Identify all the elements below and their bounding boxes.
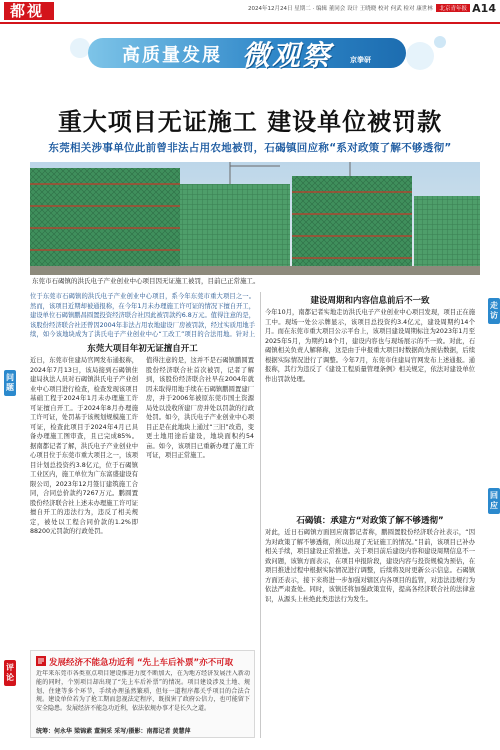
article-column-4: 对此，近日石碣镇方面回应南都记者称，鹏圆置股份经济联合社表示，“因为对政策了解不够透彻，所以出现了无证施工的情况。”目前，该项目已补办相关手续，项目建设正常推进。关于项目前后建设内容和建设周期信息不一致问题，该镇方面表示，在项目申报阶段，建设内容与投资规模为预估，在项目推进过程中根据实际情况进行调整，后续将及时更新公示信息。石碣镇方面还表示，接下来将进一步加强对辖区内各项目的监管，对违法违规行为依法严肃查处。同时，该镇还将加强政策宣传，提高各经济联合社的法律意识，从源头上杜绝此类违法行为发生。 xyxy=(265,529,475,603)
header-rule xyxy=(0,22,500,24)
reporter-credits: 统筹：何永华 梁锦素 董润采 采写/摄影：南都记者 黄慧萍 xyxy=(36,728,191,735)
side-tab-response xyxy=(488,488,500,514)
section-heading-1: 东莞大项目年初无证擅自开工 xyxy=(87,344,198,354)
banner-right-text: 微观察 xyxy=(242,39,333,72)
comment-flag-icon xyxy=(35,655,47,667)
column-divider xyxy=(260,292,261,738)
commentary-title: 发展经济不能急功近利 “先上车后补票”亦不可取 xyxy=(49,658,234,668)
page-number: A14 xyxy=(472,2,496,15)
side-tab-response-label: 回应 xyxy=(490,491,498,510)
side-tab-comment xyxy=(4,660,16,686)
commentary-box xyxy=(30,650,255,738)
edition-info-text: 2024年12月24日 星期二 · 编辑 董同会 设计 王晓晓 校对 何武 检对 康世林 xyxy=(248,6,433,12)
edition-info xyxy=(248,4,470,12)
lead-paragraph: 位于东莞市石碣镇的洪氏电子产业创业中心项目，系今年东莞市重大项目之一。然而，该项目近期却被通报称，在今年1月未办理施工许可证的情况下擅自开工，建设单位石碣镇鹏昌圆置投资经济联合社因此被罚款约6.8万元。值得注意的是，该股份经济联合社还曾因2004年非法占用农地建设厂房被罚款，经过实质用地手续，如今该地块成为了洪氏电子产业创业中心“工改工”项目的合法用地。针对上 xyxy=(30,293,255,338)
section-tag: 都视 xyxy=(4,2,54,20)
article-column-1: 近日，东莞市住建局官网发布通报称，2024年7月13日，该局接到石碣镇住建局执法人员对石碣镇洪氏电子产业创业中心项目进行检查，检查发现该项目基础工程于2024年1月未办理施工许可证擅自开工。于2024年8月办理施工许可证，处罚基于该规划规模施工许可证，检查此项目于2024年4月已具备办理施工图审查，且已完成85%。据南都记者了解，洪氏电子产业创业中心项目位于东莞市重大项目之一，该项目计划总投资约3.8亿元，位于石碣镇工业区内，施工单位为广东富盛建设有限公司，2023年12月签订建筑施工合同，合同总价款约7267万元。鹏圆置股份经济联合社上述未办理施工许可证擅自开工的违法行为，违反了相关规定，被处以工程合同价款的1.2%即88200元罚款的行政处罚。 xyxy=(30,357,138,535)
side-tab-visit-label: 走访 xyxy=(490,301,498,320)
construction-photo xyxy=(30,162,480,276)
section-heading-2: 建设周期和内容信息前后不一致 xyxy=(310,296,430,306)
subheadline: 东莞相关涉事单位此前曾非法占用农地被罚，石碣镇回应称“系对政策了解不够透彻” xyxy=(48,142,452,154)
headline: 重大项目无证施工 建设单位被罚款 xyxy=(57,108,443,136)
construction-site-image xyxy=(30,162,480,276)
article-column-3: 今年10月，南都记者实地走访洪氏电子产业创业中心项目发现，项目正在施工中。现场一处公示牌显示，该项目总投资约3.4亿元，建设周期约14个月。而在东莞市重大项目公示平台上，该项目建设周期标注为2023年1月至2025年5月，为期约18个月，建设内容也与现场展示的不一致。对此，石碣镇相关负责人解释称，这是由于申报重大项目时数据尚为预估数据，后续根据实际情况进行了调整。今年7月，东莞市住建局官网发布上述通报。通报称，其行为违反了《建设工程质量管理条例》相关规定，依法对建设单位作出罚款处理。 xyxy=(265,309,475,383)
banner-sub-text: 京拳研 xyxy=(350,56,371,64)
photo-caption: 东莞市石碣镇的洪氏电子产业创业中心项目因无证施工被罚，目前已正常施工。 xyxy=(30,275,480,287)
side-tab-problem-label: 问题 xyxy=(6,373,14,392)
page-header xyxy=(0,0,500,22)
banner-left-text: 高质量发展 xyxy=(122,45,222,66)
newspaper-badge: 北京青年报 xyxy=(436,4,470,12)
side-tab-visit xyxy=(488,298,500,324)
section-heading-3: 石碣镇：承建方“对政策了解不够透彻” xyxy=(296,516,444,526)
commentary-text: 近年来东莞市各类重点项目建设推进力度不断加大，在为地方经济发展注入新动能的同时，个别项目却出现了“先上车后补票”的情况。项目建设涉及土地、规划、住建等多个环节，手续办理虽然繁琐，但每一道程序都关乎项目的合法合规。建设单位若为了抢工期而忽视法定程序，既损害了政府公信力，也可能留下安全隐患。发展经济不能急功近利，依法依规办事才是长久之道。 xyxy=(36,670,250,713)
side-tab-comment-label: 评论 xyxy=(6,663,14,682)
side-tab-problem xyxy=(4,370,16,396)
article-column-2: 值得注意的是，这并不是石碣镇鹏圆置股份经济联合社首次被罚，记者了解到，该股份经济联合社早在2004年就因未取得用地手续在石碣镇鹏圆置建厂房，并于2006年被原东莞市国土资源局处以没收所建厂房并处以罚款的行政处罚。如今，洪氏电子产业创业中心项目正是在此地块上通过“三旧”改造，变更土地用途后建设，地块面积约54亩。如今，该项目已重新办理了施工许可证，项目正常施工。 xyxy=(146,357,254,459)
